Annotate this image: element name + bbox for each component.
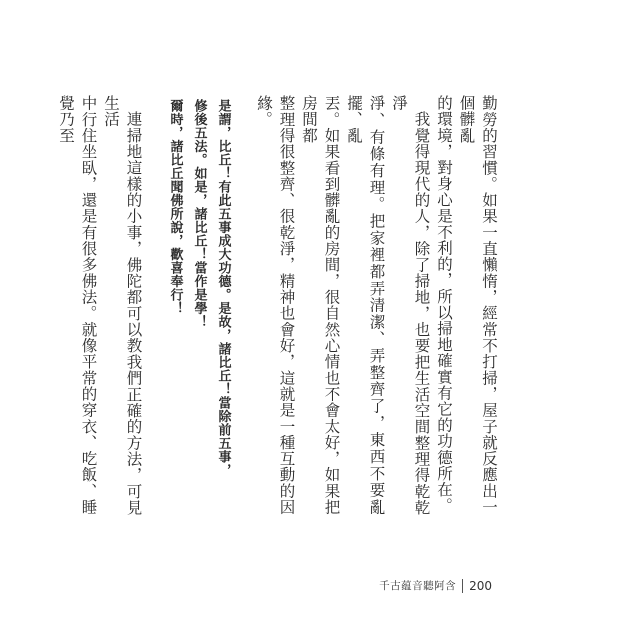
footer-divider [462,579,463,593]
paragraph-1: 勤勞的習慣。如果一直懶惰，經常不打掃，屋子就反應出一個髒亂 的環境，對身心是不利的，所以掃地確實有它的功德所在。 [435,95,498,515]
paragraph-2: 我覺得現代的人，除了掃地，也要把生活空間整理得乾乾淨 淨、有條有理。把家裡都弄清潔、弄整齊了，東西不要亂擺、亂 丟。如果看到髒亂的房間，很自然心情也不會太好，如果把房間都 整理得很整齊、很乾淨，精神也會好，這就是一種互動的因緣。 [255,95,431,515]
book-title: 千古蕴音聽阿含 [379,580,457,592]
vertical-text-block [55,95,501,515]
sutra-quote: 是謂，比丘！有此五事成大功德。是故，諸比丘！當除前五事， 修後五法。如是，諸比丘！當作是學！ 爾時，諸比丘聞佛所說，歡喜奉行！ [167,99,231,477]
page-footer [379,578,492,593]
page-number: 200 [469,578,492,593]
paragraph-3: 連掃地這樣的小事，佛陀都可以教我們正確的方法，可見生活 中行住坐臥，還是有很多佛法。就像平常的穿衣、吃飯、睡覺乃至 [57,95,143,515]
